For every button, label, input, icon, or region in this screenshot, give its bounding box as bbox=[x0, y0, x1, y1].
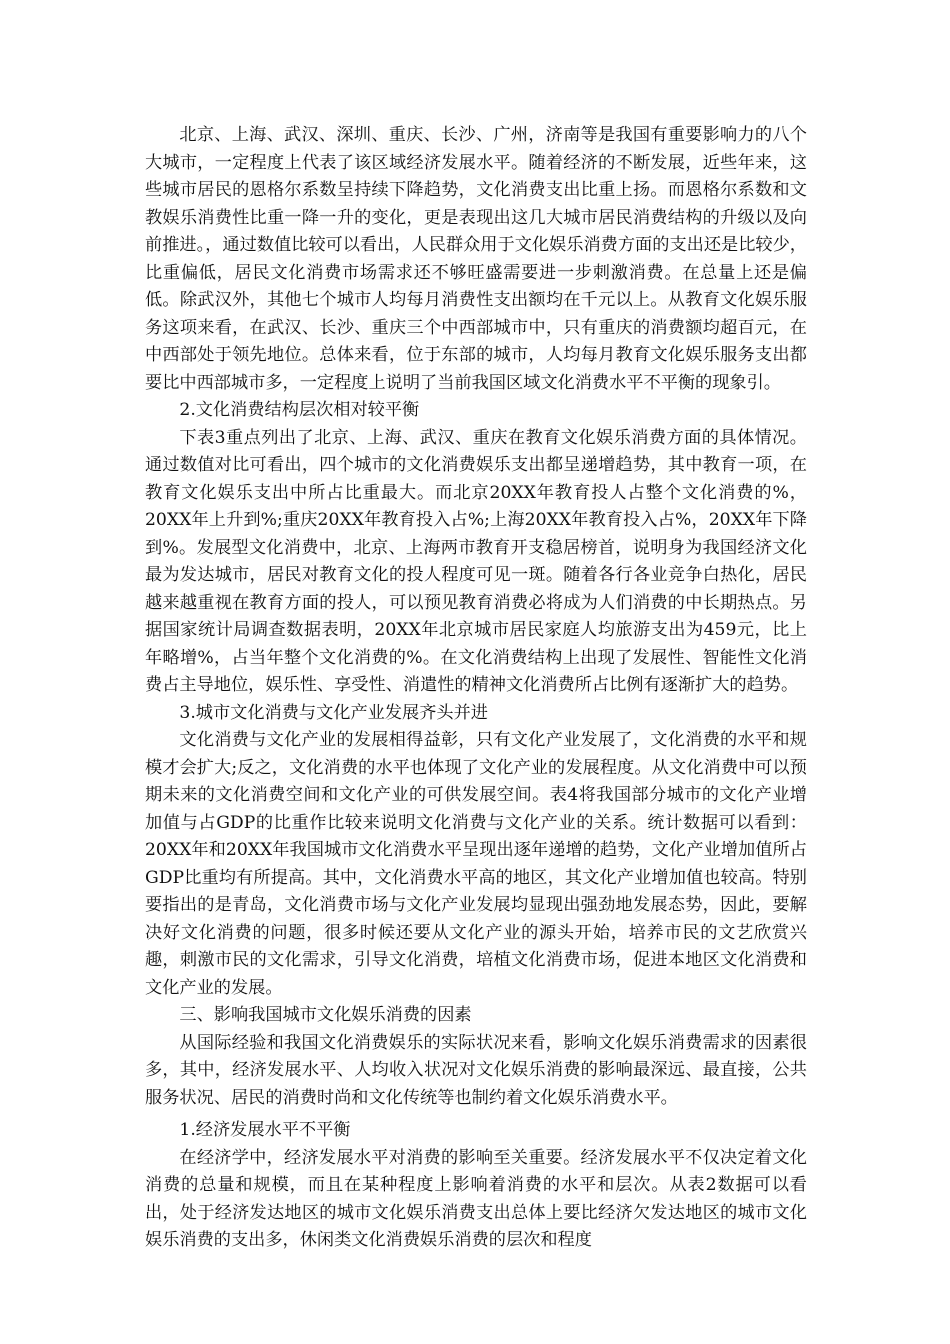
document-body bbox=[145, 122, 807, 1255]
heading-section-three: 三、影响我国城市文化娱乐消费的因素 bbox=[179, 1005, 472, 1025]
paragraph-table3-education: 下表3重点列出了北京、上海、武汉、重庆在教育文化娱乐消费方面的具体情况。通过数值对比可看出，四个城市的文化消费娱乐支出都呈递增趋势，其中教育一项，在教育文化娱乐支出中所占比重最大。而北京20XX年教育投人占整个文化消费的%，20XX年上升到%;重庆20XX年教育投入占%;上海20XX年教育投入占%，20XX年下降到%。发展型文化消费中，北京、上海两市教育开支稳居榜首，说明身为我国经济文化最为发达城市，居民对教育文化的投人程度可见一斑。随着各行各业竞争白热化，居民越来越重视在教育方面的投人，可以预见教育消费必将成为人们消费的中长期热点。另据国家统计局调查数据表明，20XX年北京城市居民家庭人均旅游支出为459元，比上年略增%，占当年整个文化消费的%。在文化消费结构上出现了发展性、智能性文化消费占主导地位，娱乐性、享受性、消遣性的精神文化消费所占比例有逐渐扩大的趋势。 bbox=[145, 427, 807, 695]
paragraph-city-consumption-overview: 北京、上海、武汉、深圳、重庆、长沙、广州，济南等是我国有重要影响力的八个大城市，一定程度上代表了该区域经济发展水平。随着经济的不断发展，近些年来，这些城市居民的恩格尔系数呈持续下降趋势，文化消费支出比重上扬。而恩格尔系数和文教娱乐消费性比重一降一升的变化，更是表现出这几大城市居民消费结构的升级以及向前推进。，通过数值比较可以看出，人民群众用于文化娱乐消费方面的支出还是比较少，比重偏低，居民文化消费市场需求还不够旺盛需要进一步刺激消费。在总量上还是偏低。除武汉外，其他七个城市人均每月消费性支出额均在千元以上。从教育文化娱乐服务这项来看，在武汉、长沙、重庆三个中西部城市中，只有重庆的消费额均超百元，在中西部处于领先地位。总体来看，位于东部的城市，人均每月教育文化娱乐服务支出都要比中西部城市多，一定程度上说明了当前我国区域文化消费水平不平衡的现象引。 bbox=[145, 125, 807, 393]
heading-culture-industry: 3.城市文化消费与文化产业发展齐头并进 bbox=[179, 702, 488, 723]
heading-economic-development: 1.经济发展水平不平衡 bbox=[179, 1120, 351, 1140]
paragraph-economic-development: 在经济学中，经济发展水平对消费的影响至关重要。经济发展水平不仅决定着文化消费的总量和规模，而且在某种程度上影响着消费的水平和层次。从表2数据可以看出，处于经济发达地区的城市文化娱乐消费支出总体上要比经济欠发达地区的城市文化娱乐消费的支出多，休闲类文化消费娱乐消费的层次和程度 bbox=[145, 1147, 807, 1250]
paragraph-culture-industry: 文化消费与文化产业的发展相得益彰，只有文化产业发展了，文化消费的水平和规模才会扩大;反之，文化消费的水平也体现了文化产业的发展程度。从文化消费中可以预期未来的文化消费空间和文化产业的可供发展空间。表4将我国部分城市的文化产业增加值与占GDP的比重作比较来说明文化消费与文化产业的关系。统计数据可以看到：20XX年和20XX年我国城市文化消费水平呈现出逐年递增的趋势，文化产业增加值所占GDP比重均有所提高。其中，文化消费水平高的地区，其文化产业增加值也较高。特别要指出的是青岛，文化消费市场与文化产业发展均显现出强劲地发展态势，因此，要解决好文化消费的问题，很多时候还要从文化产业的源头开始，培养市民的文艺欣赏兴趣，刺激市民的文化需求，引导文化消费，培植文化消费市场，促进本地区文化消费和文化产业的发展。 bbox=[145, 730, 807, 998]
paragraph-influencing-factors: 从国际经验和我国文化消费娱乐的实际状况来看，影响文化娱乐消费需求的因素很多，其中，经济发展水平、人均收入状况对文化娱乐消费的影响最深远、最直接，公共服务状况、居民的消费时尚和文化传统等也制约着文化娱乐消费水平。 bbox=[145, 1032, 807, 1108]
heading-consumption-structure: 2.文化消费结构层次相对较平衡 bbox=[179, 400, 420, 420]
